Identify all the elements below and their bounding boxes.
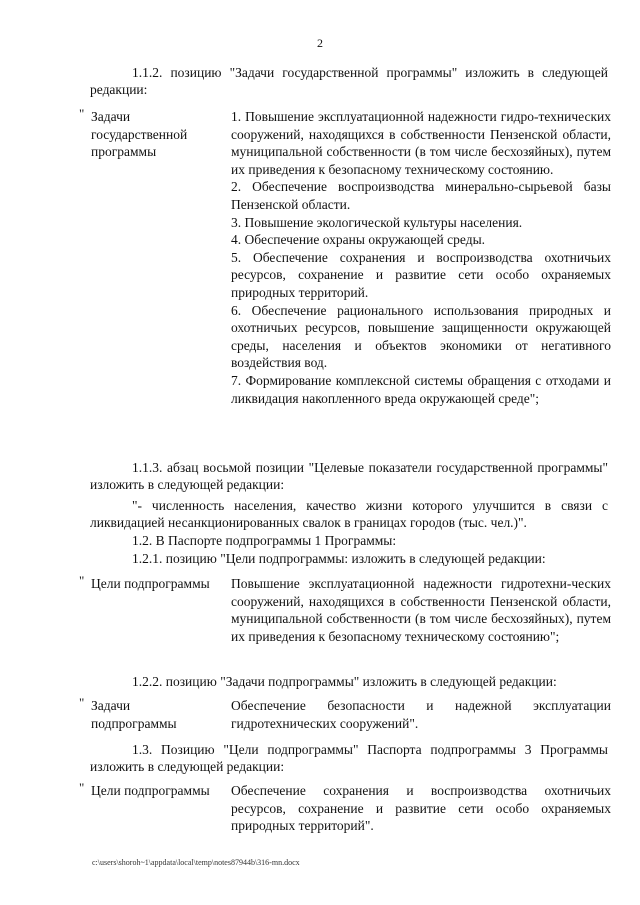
list-item: 7. Формирование комплексной системы обращения с отходами и ликвидация накопленного вреда окружающей среде"; (231, 372, 611, 406)
table-row-content (231, 108, 611, 407)
table-row-label: Цели подпрограммы (91, 783, 210, 798)
section-1-2-1-line: 1.2.1. позицию "Цели подпрограммы: изложить в следующей редакции: (132, 551, 546, 566)
table-row-label: Задачи государственной программы (91, 109, 188, 160)
section-1-1-3-intro: 1.1.3. абзац восьмой позиции "Целевые показатели государственной программы" изложить в следующей редакции: (90, 460, 608, 492)
page-number: 2 (317, 36, 323, 50)
section-1-1-2-intro: 1.1.2. позицию "Задачи государственной программы" изложить в следующей редакции: (90, 65, 608, 97)
table-row-content: Повышение эксплуатационной надежности гидротехни-ческих сооружений, находящихся в собственности Пензенской области, муниципальной собственности (в том числе бесхозяйных), путем их приведения к безопасному техническому состоянию"; (231, 576, 611, 644)
table-row-label: Задачи подпрограммы (91, 698, 177, 731)
section-1-2-line: 1.2. В Паспорте подпрограммы 1 Программы: (132, 533, 397, 548)
list-item: 3. Повышение экологической культуры населения. (231, 214, 523, 230)
list-item: 2. Обеспечение воспроизводства минерально-сырьевой базы Пензенской области. (231, 179, 611, 212)
section-1-2-2-line: 1.2.2. позицию "Задачи подпрограммы" изложить в следующей редакции: (132, 674, 557, 689)
opening-quote-mark: " (79, 573, 85, 588)
table-row-content: Обеспечение сохранения и воспроизводства охотничьих ресурсов, сохранение и развитие сети особо охраняемых природных территорий". (231, 783, 611, 834)
list-item: 1. Повышение эксплуатационной надежности гидро-технических сооружений, находящихся в собственности Пензенской области, муниципальной собственности (в том числе бесхозяйных), путем их приведения к безопасному техническому состоянию. (231, 109, 611, 177)
opening-quote-mark: " (79, 780, 85, 795)
opening-quote-mark: " (79, 106, 85, 121)
footer-file-path: c:\users\shoroh~1\appdata\local\temp\notes87944b\316-mn.docx (92, 858, 300, 867)
table-row-content: Обеспечение безопасности и надежной эксплуатации гидротехнических сооружений". (231, 698, 611, 731)
section-1-3-intro: 1.3. Позицию "Цели подпрограммы" Паспорта подпрограммы 3 Программы изложить в следующей редакции: (90, 742, 608, 774)
opening-quote-mark: " (79, 695, 85, 710)
list-item: 5. Обеспечение сохранения и воспроизводства охотничьих ресурсов, сохранение и развитие сети особо охраняемых природных территорий. (231, 249, 611, 300)
list-item: 4. Обеспечение охраны окружающей среды. (231, 232, 486, 248)
table-row-label: Цели подпрограммы (91, 576, 210, 591)
list-item: 6. Обеспечение рационального использования природных и охотничьих ресурсов, повышение защищенности окружающей среды, населения и объектов экономики от негативного воздействия вод. (231, 302, 611, 371)
section-1-1-3-quote: "- численность населения, качество жизни которого улучшится в связи с ликвидацией несанкционированных свалок в границах городов (тыс. чел.)". (90, 498, 608, 530)
